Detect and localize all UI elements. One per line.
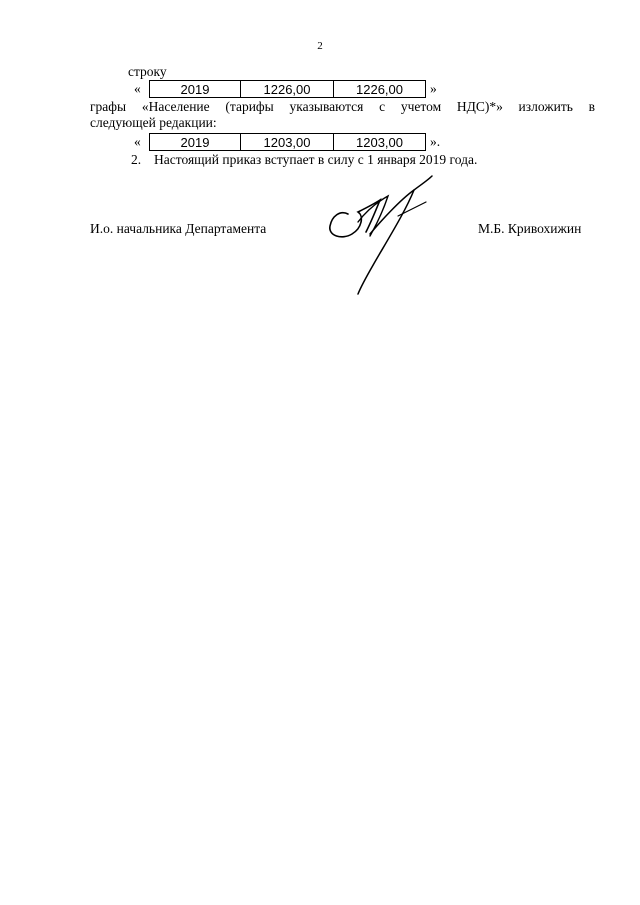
handwritten-signature — [318, 174, 448, 296]
row-old-table — [149, 80, 426, 98]
row-new-open-quote: « — [134, 134, 141, 149]
table-row — [150, 81, 426, 98]
sentence-line-2: следующей редакции: — [90, 115, 217, 130]
clause-text: Настоящий приказ вступает в силу с 1 января 2019 года. — [154, 152, 478, 167]
row-old-value2: 1226,00 — [334, 81, 426, 98]
row-old-value1: 1226,00 — [241, 81, 334, 98]
table-row — [150, 134, 426, 151]
row-new-close-quote: ». — [430, 134, 441, 149]
row-old-year: 2019 — [150, 81, 241, 98]
sentence-line-1: графы «Население (тарифы указываются с учетом НДС)*» изложить в — [90, 99, 595, 114]
intro-word: строку — [128, 64, 167, 79]
row-new-table — [149, 133, 426, 151]
page-number: 2 — [317, 40, 323, 52]
row-old-open-quote: « — [134, 81, 141, 96]
row-new-value2: 1203,00 — [334, 134, 426, 151]
row-new-value1: 1203,00 — [241, 134, 334, 151]
signatory-position: И.о. начальника Департамента — [90, 221, 267, 236]
row-old-close-quote: » — [430, 81, 437, 96]
row-new-year: 2019 — [150, 134, 241, 151]
signatory-name: М.Б. Кривохижин — [478, 221, 582, 236]
clause-number: 2. — [131, 152, 142, 167]
